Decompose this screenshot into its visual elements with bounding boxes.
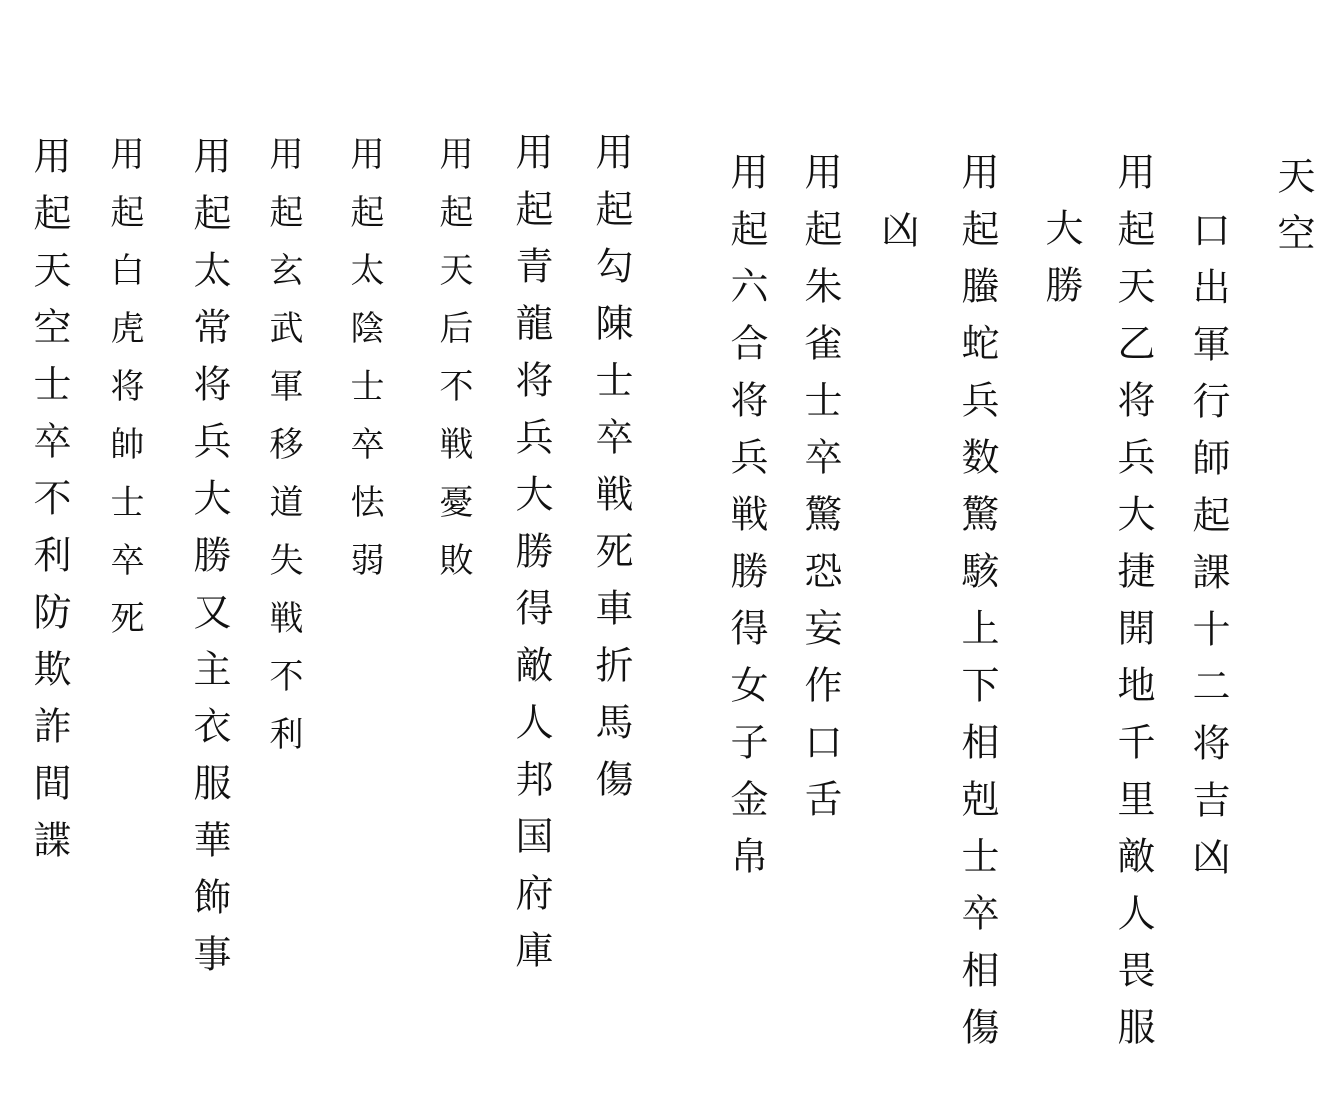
text-column-liuhe: 用起六合将兵戦勝得女子金帛	[724, 152, 768, 893]
text-column-xuanwu: 用起玄武軍移道失戦不利	[263, 136, 303, 774]
text-column-baihu: 用起白虎将帥士卒死	[104, 136, 144, 658]
text-column-tianhou: 用起天后不戦憂敗	[433, 136, 473, 600]
text-column-tiankong-heading: 天空	[1271, 156, 1315, 270]
text-column-tengshe-cont: 凶	[875, 210, 919, 267]
text-column-tiankong: 用起天空士卒不利防欺詐間諜	[27, 136, 71, 877]
text-column-taichang: 用起太常将兵大勝又主衣服華飾事	[187, 136, 231, 991]
text-column-zhuque: 用起朱雀士卒驚恐妄作口舌	[798, 152, 842, 836]
text-column-qinglong: 用起青龍将兵大勝得敵人邦国府庫	[509, 132, 553, 987]
text-column-tianyi-cont: 大勝	[1039, 208, 1083, 322]
text-column-tianyi: 用起天乙将兵大捷開地千里敵人畏服	[1111, 152, 1155, 1064]
text-column-tengshe: 用起螣蛇兵数驚駭上下相剋士卒相傷	[955, 152, 999, 1064]
text-column-taiyin: 用起太陰士卒怯弱	[344, 136, 384, 600]
text-column-gouchen: 用起勾陳士卒戦死車折馬傷	[589, 132, 633, 816]
text-column-title: 口出軍行師起課十二将吉凶	[1186, 210, 1230, 894]
